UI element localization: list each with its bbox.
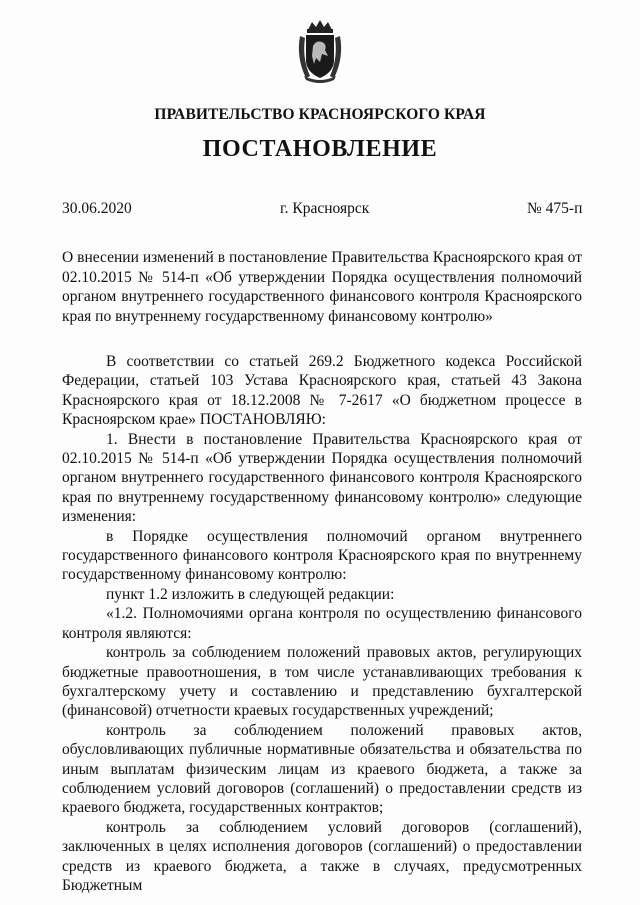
coat-of-arms-icon bbox=[292, 18, 348, 84]
control-3-paragraph: контроль за соблюдением условий договоров (соглашений), заключенных в целях исполнения договоров (соглашений) о предоставлении средств из краевого бюджета, а также в случаях, предусмотренных Бюджетным bbox=[62, 818, 582, 894]
procedure-paragraph: в Порядке осуществления полномочий органом внутреннего государственного финансового контроля Красноярского края по внутреннему государственному финансовому контролю: bbox=[62, 527, 582, 584]
document-subject: О внесении изменений в постановление Правительства Красноярского края от 02.10.2015 № 514-п «Об утверждении Порядка осуществления полномочий органом внутреннего государственного финансового контроля Красноярского края по внутреннему государственному финансовому контролю» bbox=[62, 249, 582, 325]
document-body bbox=[62, 352, 582, 895]
control-2-paragraph: контроль за соблюдением положений правовых актов, обусловливающих публичные нормативные обязательства и обязательства по иным выплатам физическим лицам из краевого бюджета, а также за соблюдением условий договоров (соглашений) о предоставлении средств из краевого бюджета, государственных контрактов; bbox=[62, 721, 582, 817]
document-city: г. Красноярск bbox=[280, 200, 370, 217]
document-date: 30.06.2020 bbox=[62, 200, 132, 217]
item-1-paragraph: 1. Внести в постановление Правительства Красноярского края от 02.10.2015 № 514-п «Об утверждении Порядка осуществления полномочий органом внутреннего государственного финансового контроля Красноярского края по внутреннему государственному финансовому контролю» следующие изменения: bbox=[62, 430, 582, 526]
point-paragraph: пункт 1.2 изложить в следующей редакции: bbox=[106, 585, 395, 603]
intro-paragraph: В соответствии со статьей 269.2 Бюджетного кодекса Российской Федерации, статьей 103 Устава Красноярского края, статьей 43 Закона Красноярского края от 18.12.2008 № 7-2617 «О бюджетном процессе в Красноярском крае» ПОСТАНОВЛЯЮ: bbox=[62, 353, 582, 429]
document-type-title: ПОСТАНОВЛЕНИЕ bbox=[202, 136, 438, 162]
control-1-paragraph: контроль за соблюдением положений правовых актов, регулирующих бюджетные правоотношения, в том числе устанавливающих требования к бухгалтерскому учету и составлению и представлению бухгалтерской (финансовой) отчетности краевых государственных учреждений; bbox=[62, 644, 582, 720]
document-number: № 475-п bbox=[527, 200, 583, 217]
government-title: ПРАВИТЕЛЬСТВО КРАСНОЯРСКОГО КРАЯ bbox=[154, 106, 486, 123]
quote-start-paragraph: «1.2. Полномочиями органа контроля по осуществлению финансового контроля являются: bbox=[62, 605, 582, 642]
